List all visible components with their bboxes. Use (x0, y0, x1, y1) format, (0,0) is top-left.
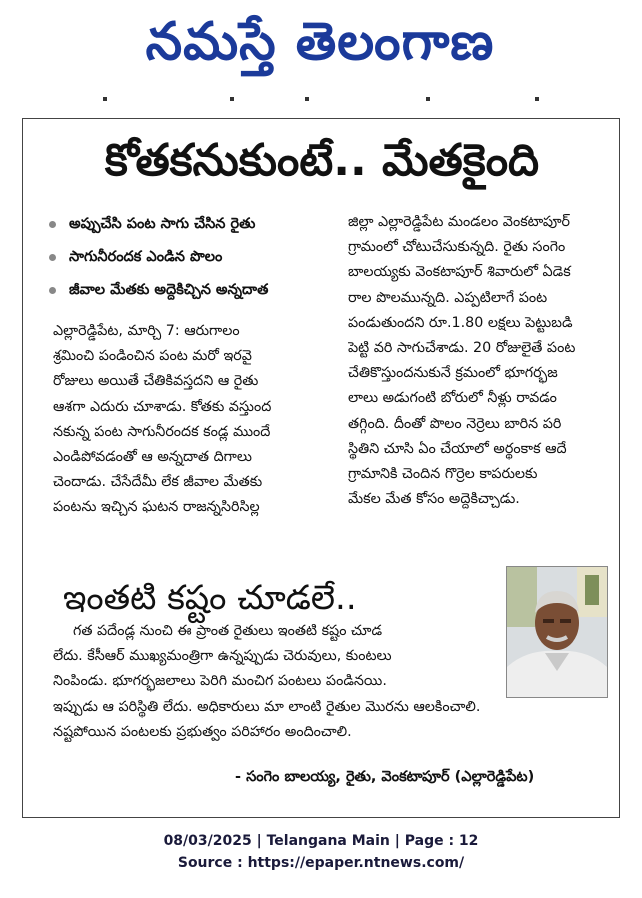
body-line: పంటను ఇచ్చిన ఘటన రాజన్నసిరిసిల్ల (53, 499, 260, 516)
body-line: లాలు అడుగంటి బోరులో నీళ్లు రావడం (348, 390, 557, 407)
body-line: పెట్టి వరి సాగుచేశాడు. 20 రోజులైతే పంట (348, 340, 576, 357)
body-column-left (53, 319, 338, 521)
quote-line: ఇప్పుడు ఆ పరిస్థితి లేదు. అధికారులు మా లాంటి రైతుల మొరను ఆలకించాలి. (53, 698, 481, 715)
article-headline: కోతకనుకుంటే.. మేతకైంది (104, 135, 540, 186)
ruler-tick (305, 97, 309, 101)
highlight-bullets (49, 214, 349, 313)
news-clipping (22, 118, 620, 818)
ruler-tick (535, 97, 539, 101)
body-line: నకున్న పంట సాగునీరందక కండ్ల ముందే (53, 423, 271, 440)
masthead-logo: నమస్తే తెలంగాణ (145, 11, 495, 72)
body-line: శ్రమించి పండించిన పంట మరో ఇరవై (53, 348, 252, 365)
body-line: ఎండిపోవడంతో ఆ అన్నదాత దిగాలు (53, 449, 252, 466)
quote-attribution: - సంగెం బాలయ్య, రైతు, వెంకటాపూర్ (ఎల్లారెడ్డిపేట) (235, 769, 535, 785)
quote-line: గత పదేండ్ల నుంచి ఈ ప్రాంత రైతులు ఇంతటి కష్టం చూడ (73, 623, 383, 639)
bullet-item: జీవాల మేతకు అద్దెకిచ్చిన అన్నదాత (49, 280, 349, 313)
quote-line: నింపిండు. భూగర్భజలాలు పెరిగి మంచిగ పంటలు పండినయి. (53, 673, 387, 690)
body-line: గ్రామానికి చెందిన గొర్రెల కాపరులకు (348, 466, 538, 483)
sub-headline: ఇంతటి కష్టం చూడలే.. (63, 578, 357, 618)
body-column-right (348, 210, 608, 512)
quote-line: నష్టపోయిన పంటలకు ప్రభుత్వం పరిహారం అందించాలి. (53, 723, 352, 740)
bullet-item: సాగునీరందక ఎండిన పొలం (49, 247, 349, 280)
body-line: చెందాడు. చేసేదేమీ లేక జీవాల మేతకు (53, 474, 263, 491)
body-line: రాల పొలమున్నది. ఎప్పటిలాగే పంట (348, 289, 548, 306)
body-line: ఎల్లారెడ్డిపేట, మార్చి 7: ఆరుగాలం (53, 323, 240, 339)
body-line: బాలయ్యకు వెంకటాపూర్ శివారులో ఏడెక (348, 264, 571, 281)
body-line: మేకల మేత కోసం అద్దెకిచ్చాడు. (348, 491, 520, 508)
body-line: రోజులు అయితే చేతికివస్తదని ఆ రైతు (53, 373, 259, 390)
body-line: చేతికొస్తుందనుకునే క్రమంలో భూగర్భజ (348, 365, 558, 382)
body-line: ఆశగా ఎదురు చూశాడు. కోతకు వస్తుంద (53, 398, 272, 415)
bullet-item: అప్పుచేసి పంట సాగు చేసిన రైతు (49, 214, 349, 247)
masthead (0, 0, 642, 92)
source-line: Source : https://epaper.ntnews.com/ (177, 855, 465, 871)
ruler-tick (103, 97, 107, 101)
body-line: జిల్లా ఎల్లారెడ్డిపేట మండలం వెంకటాపూర్ (348, 214, 571, 230)
farmer-quote (53, 619, 613, 745)
body-line: స్థితిని చూసి ఏం చేయాలో అర్థంకాక ఆదే (348, 440, 567, 457)
body-line: గ్రామంలో చోటుచేసుకున్నది. రైతు సంగెం (348, 239, 566, 256)
quote-line: లేదు. కేసీఆర్ ముఖ్యమంత్రిగా ఉన్నప్పుడు చెరువులు, కుంటలు (53, 648, 392, 665)
body-line: పండుతుందని రూ.1.80 లక్షలు పెట్టుబడి (348, 314, 573, 331)
page-footer (0, 830, 642, 874)
ruler-tick (426, 97, 430, 101)
ruler-tick (230, 97, 234, 101)
edition-line: 08/03/2025 | Telangana Main | Page : 12 (163, 833, 479, 849)
body-line: తగ్గింది. దీంతో పొలం నెర్రెలు బారిన పరి (348, 415, 562, 432)
